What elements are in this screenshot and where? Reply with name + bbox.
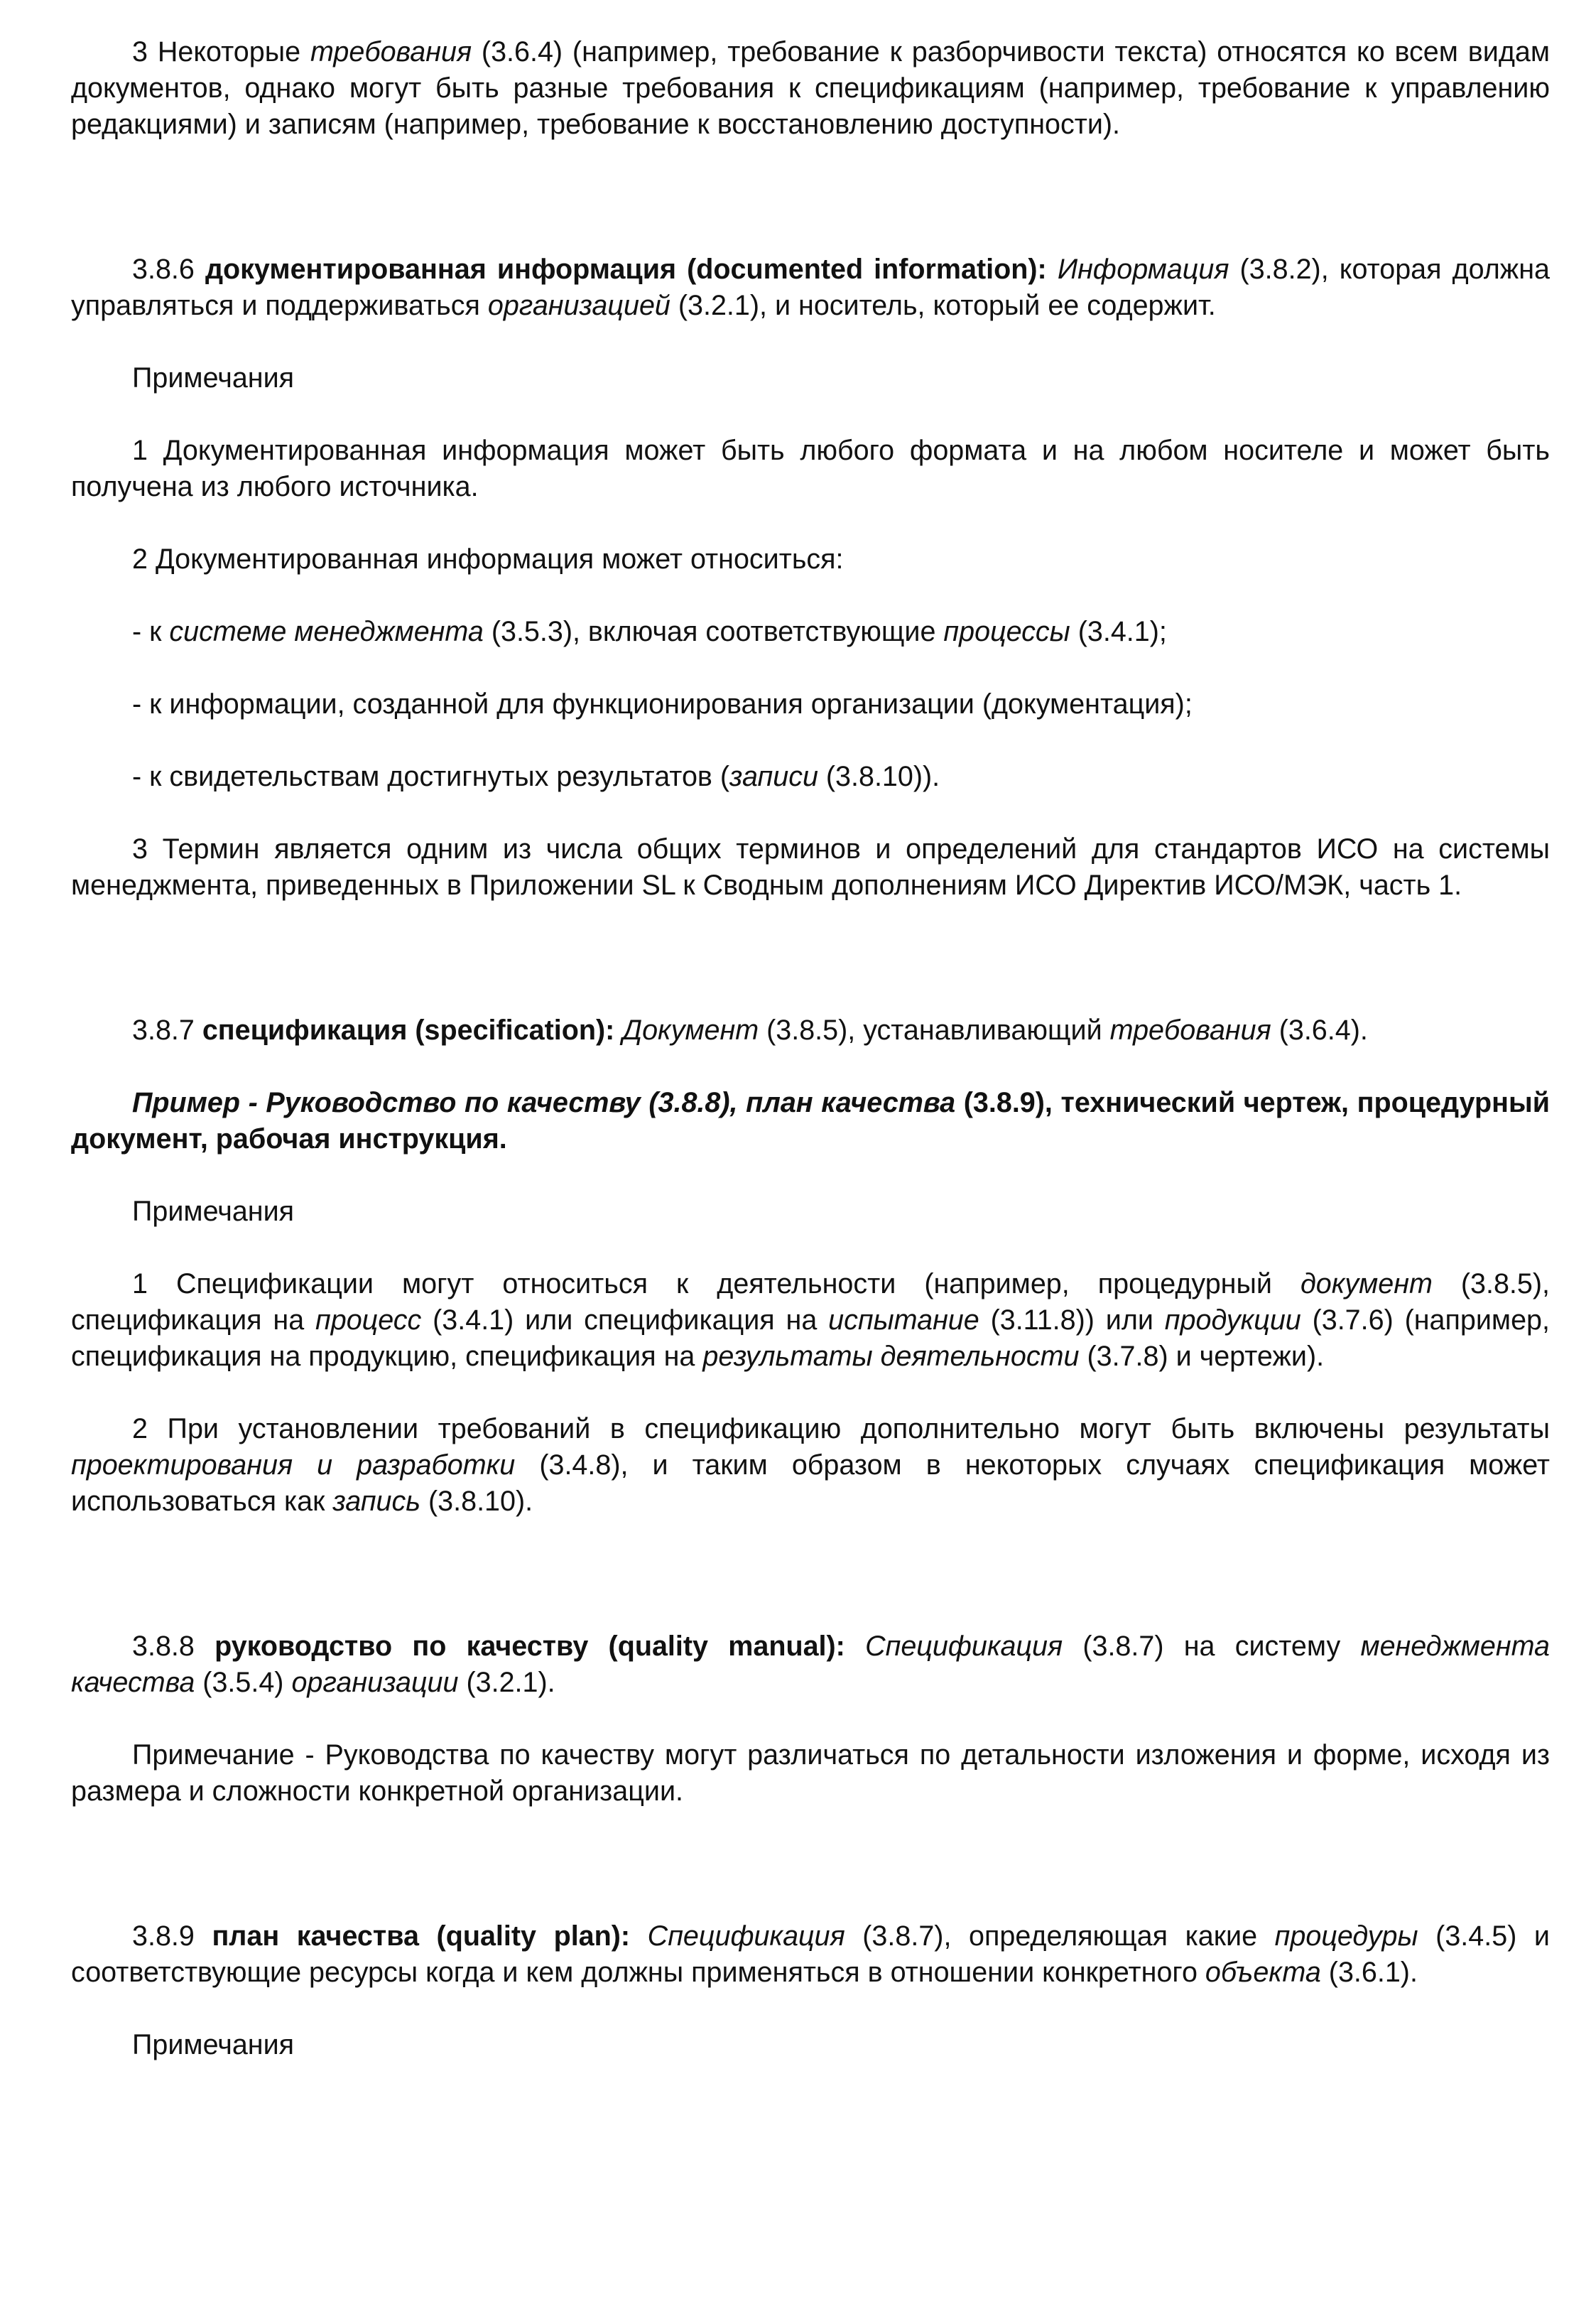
italic-text: испытание xyxy=(828,1304,979,1336)
notes-heading xyxy=(71,360,1550,396)
bold-text: Пример - Руководство по качеству (3.8.8), план качества xyxy=(132,1087,956,1118)
note-1 xyxy=(71,1266,1550,1375)
italic-text: Информация xyxy=(1057,254,1229,285)
italic-text: организации xyxy=(291,1667,459,1698)
italic-text: системе менеджмента xyxy=(169,616,484,647)
italic-text: требования xyxy=(310,36,472,67)
note-3-requirements xyxy=(71,34,1550,143)
text-run: (3.7.6) (например, спецификация на продукцию, спецификация на xyxy=(71,1304,1550,1372)
text-run xyxy=(1047,254,1058,285)
note-1 xyxy=(71,433,1550,505)
note-2 xyxy=(71,541,1550,578)
text-run: (3.8.5), спецификация на xyxy=(71,1268,1551,1336)
text-run: (3.8.10)). xyxy=(818,761,940,792)
term-3-8-8-quality-manual xyxy=(71,1628,1550,1701)
list-item xyxy=(71,614,1550,650)
text-run: 1 Спецификации могут относиться к деятельности (например, процедурный xyxy=(132,1268,1301,1299)
bold-text: (3.8.9), технический чертеж, процедурный документ, рабочая инструкция. xyxy=(71,1087,1551,1155)
text-run: (3.2.1), и носитель, который ее содержит. xyxy=(670,290,1216,321)
text-run: (3.7.8) и чертежи). xyxy=(1079,1341,1325,1372)
italic-text: организацией xyxy=(487,290,670,321)
list-item xyxy=(71,759,1550,795)
text-run: Примечания xyxy=(132,2029,295,2060)
text-run: (3.4.8), и таким образом в некоторых случаях спецификация может использоваться как xyxy=(71,1449,1550,1517)
italic-text: процесс xyxy=(315,1304,422,1336)
italic-text: результаты деятельности xyxy=(702,1341,1080,1372)
text-run: 1 Документированная информация может быть любого формата и на любом носителе и может быть получена из любого источника. xyxy=(71,435,1550,502)
italic-text: записи xyxy=(729,761,818,792)
italic-text: продукции xyxy=(1164,1304,1301,1336)
text-run: 3 Некоторые xyxy=(132,36,310,67)
notes-heading xyxy=(71,1194,1550,1230)
note-3 xyxy=(71,831,1550,904)
italic-text: Документ xyxy=(622,1015,759,1046)
italic-text: проектирования и разработки xyxy=(71,1449,516,1481)
text-run: (3.11.8)) или xyxy=(979,1304,1165,1336)
term-3-8-7-specification xyxy=(71,1012,1550,1049)
text-run: (3.2.1). xyxy=(458,1667,555,1698)
text-run: 2 При установлении требований в спецификацию дополнительно могут быть включены результаты xyxy=(132,1413,1550,1444)
text-run: - к свидетельствам достигнутых результатов ( xyxy=(132,761,730,792)
text-run: (3.8.10). xyxy=(420,1486,533,1517)
text-run xyxy=(845,1631,865,1662)
text-run: 3.8.8 xyxy=(132,1631,215,1662)
italic-text: запись xyxy=(332,1486,421,1517)
notes-heading xyxy=(71,2027,1550,2063)
italic-text: Спецификация xyxy=(647,1920,845,1952)
text-run: (3.6.1). xyxy=(1320,1957,1418,1988)
italic-text: менеджмента качества xyxy=(71,1631,1551,1698)
italic-text: Спецификация xyxy=(865,1631,1063,1662)
bold-text: руководство по качеству (quality manual): xyxy=(215,1631,845,1662)
text-run: (3.4.5) и соответствующие ресурсы когда и кем должны применяться в отношении конкретного xyxy=(71,1920,1550,1988)
text-run: (3.5.3), включая соответствующие xyxy=(483,616,944,647)
bold-text: план качества (quality plan): xyxy=(212,1920,631,1952)
text-run: (3.6.4) (например, требование к разборчивости текста) относятся ко всем видам документов, однако могут быть разные требования к спецификациям (например, требование к управлению редакциями) и записям (например, требование к восстановлению доступности). xyxy=(71,36,1551,140)
note-2 xyxy=(71,1411,1550,1520)
list-item xyxy=(71,686,1550,723)
text-run: - к xyxy=(132,616,170,647)
example-paragraph xyxy=(71,1085,1550,1157)
text-run: 3 Термин является одним из числа общих терминов и определений для стандартов ИСО на системы менеджмента, приведенных в Приложении SL к Сводным дополнениям ИСО Директив ИСО/МЭК, часть 1. xyxy=(71,833,1550,901)
italic-text: требования xyxy=(1109,1015,1271,1046)
text-run: (3.8.7) на систему xyxy=(1063,1631,1361,1662)
text-run: 3.8.7 xyxy=(132,1015,202,1046)
italic-text: объекта xyxy=(1205,1957,1321,1988)
text-run: (3.8.2), которая должна управляться и поддерживаться xyxy=(71,254,1551,321)
text-run: (3.5.4) xyxy=(195,1667,292,1698)
text-run: (3.8.5), устанавливающий xyxy=(759,1015,1110,1046)
text-run: 2 Документированная информация может относиться: xyxy=(132,544,844,575)
text-run: (3.6.4). xyxy=(1271,1015,1368,1046)
document-page xyxy=(71,34,1550,2063)
text-run: (3.8.7), определяющая какие xyxy=(845,1920,1275,1952)
term-3-8-6-documented-information xyxy=(71,252,1550,324)
bold-text: спецификация (specification): xyxy=(202,1015,615,1046)
italic-text: процедуры xyxy=(1274,1920,1418,1952)
note xyxy=(71,1737,1550,1810)
text-run: 3.8.6 xyxy=(132,254,205,285)
text-run: Примечания xyxy=(132,362,295,394)
text-run: Примечание - Руководства по качеству могут различаться по детальности изложения и форме, исходя из размера и сложности конкретной организации. xyxy=(71,1739,1550,1807)
text-run: (3.4.1); xyxy=(1070,616,1167,647)
text-run xyxy=(630,1920,648,1952)
bold-text: документированная информация (documented information): xyxy=(205,254,1047,285)
text-run: (3.4.1) или спецификация на xyxy=(421,1304,829,1336)
text-run: - к информации, созданной для функционирования организации (документация); xyxy=(132,688,1193,720)
italic-text: процессы xyxy=(943,616,1070,647)
term-3-8-9-quality-plan xyxy=(71,1918,1550,1991)
text-run xyxy=(614,1015,622,1046)
text-run: Примечания xyxy=(132,1196,295,1227)
italic-text: документ xyxy=(1300,1268,1433,1299)
text-run: 3.8.9 xyxy=(132,1920,212,1952)
